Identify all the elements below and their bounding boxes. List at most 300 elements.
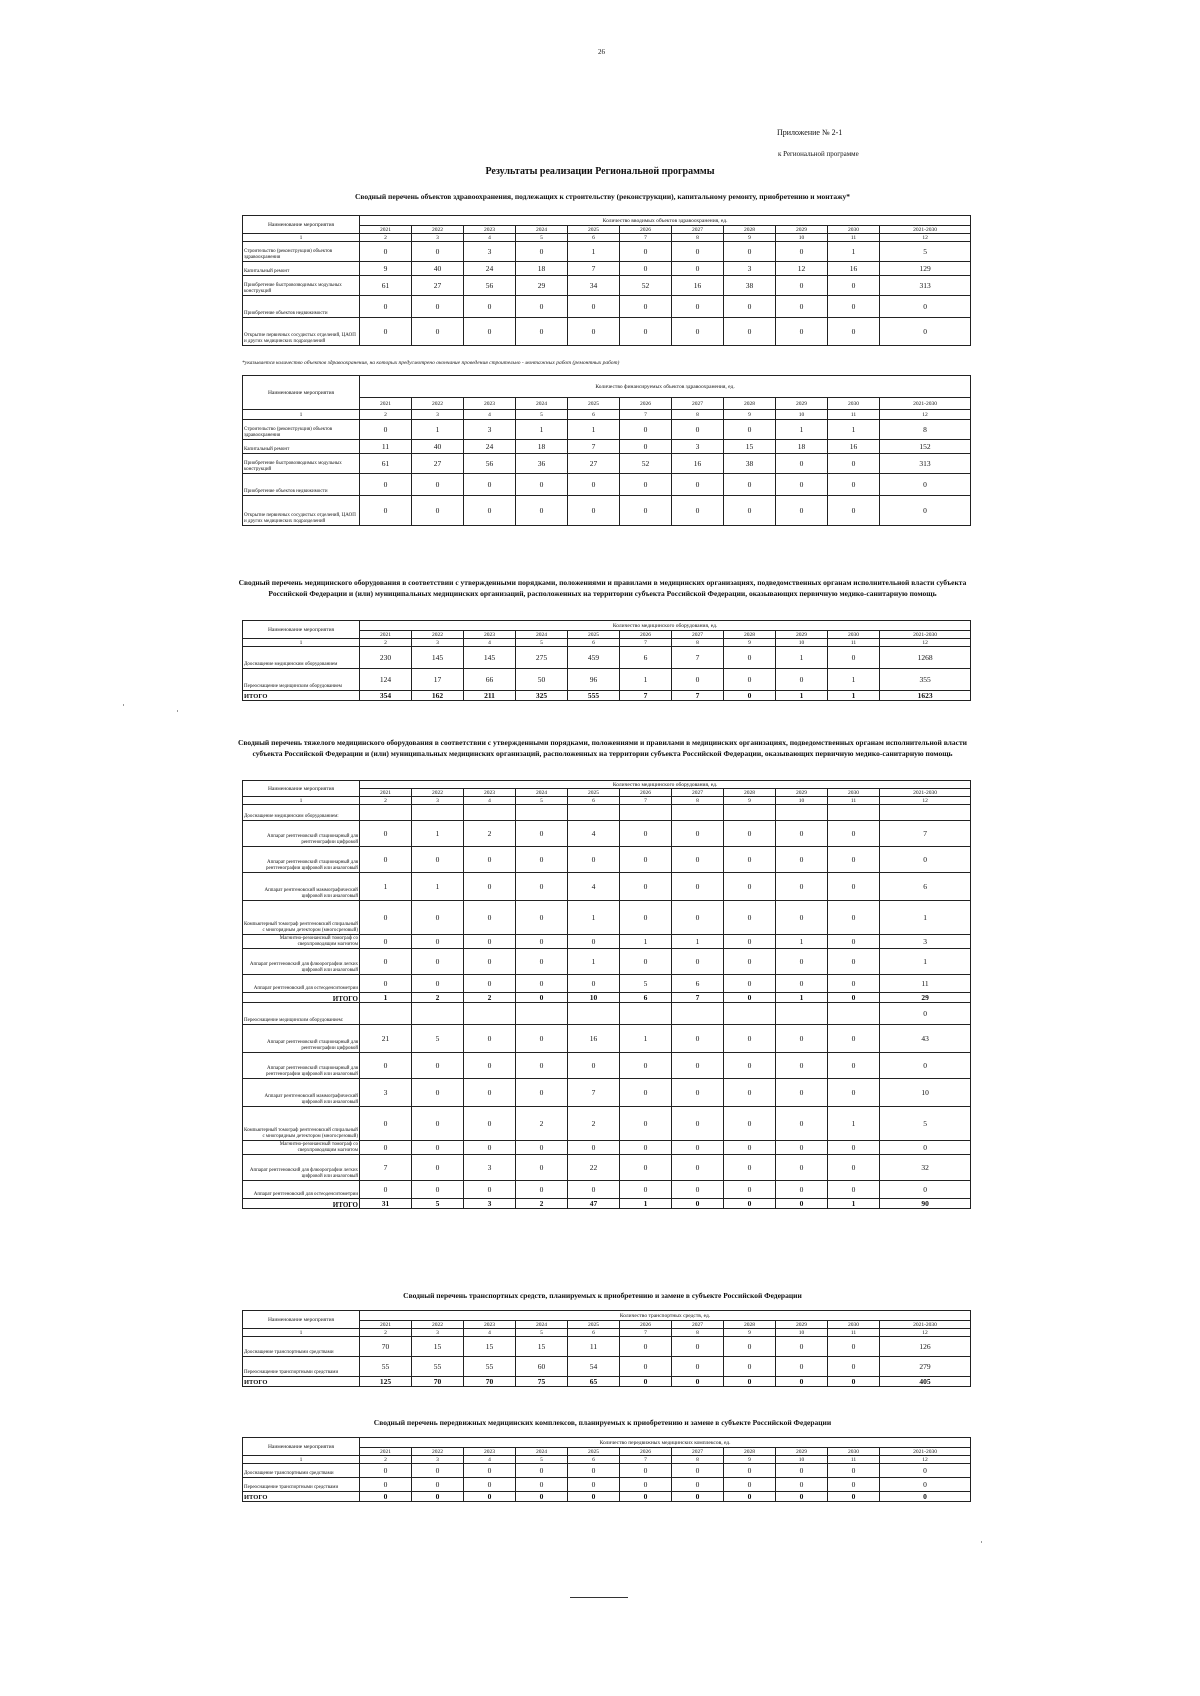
vehicles-table — [242, 1310, 971, 1387]
cell-value: 0 — [412, 1053, 464, 1079]
column-number: 7 — [620, 639, 672, 647]
column-number: 3 — [412, 1456, 464, 1464]
total-row — [243, 993, 971, 1003]
cell-value: 50 — [516, 669, 568, 691]
column-number: 11 — [828, 797, 880, 805]
column-number: 10 — [776, 234, 828, 242]
cell-value: 18 — [776, 440, 828, 454]
empty-cell — [464, 805, 516, 821]
cell-value: 0 — [360, 847, 412, 873]
row-label: Строительство (реконструкция) объектов здравоохранения — [243, 242, 360, 262]
cell-value: 1268 — [880, 647, 971, 669]
cell-value: 1 — [828, 1199, 880, 1209]
cell-value: 0 — [620, 296, 672, 318]
row-label: Приобретение объектов недвижимости — [243, 296, 360, 318]
row-label: ИТОГО — [243, 1377, 360, 1387]
cell-value: 0 — [620, 1478, 672, 1492]
cell-value: 0 — [776, 1025, 828, 1053]
row-label: Строительство (реконструкция) объектов здравоохранения — [243, 420, 360, 440]
scan-speck — [981, 1541, 982, 1543]
column-group-header: Количество медицинского оборудования, ед. — [360, 781, 971, 789]
cell-value: 1 — [620, 669, 672, 691]
cell-value: 0 — [516, 318, 568, 346]
cell-value: 0 — [724, 993, 776, 1003]
empty-cell — [776, 1003, 828, 1025]
year-header: 2021-2030 — [880, 1321, 971, 1329]
cell-value: 5 — [412, 1025, 464, 1053]
cell-value: 0 — [828, 1155, 880, 1181]
cell-value: 3 — [464, 420, 516, 440]
cell-value: 0 — [724, 1377, 776, 1387]
row-label: Магнитно-резонансный томограф со сверхпроводящим магнитом — [243, 1141, 360, 1155]
cell-value: 27 — [412, 454, 464, 474]
column-number: 1 — [243, 1456, 360, 1464]
cell-value: 0 — [880, 296, 971, 318]
cell-value: 4 — [568, 873, 620, 901]
cell-value: 0 — [880, 1492, 971, 1502]
cell-value: 0 — [412, 975, 464, 993]
column-number: 1 — [243, 639, 360, 647]
table-row — [243, 1079, 971, 1107]
year-header: 2028 — [724, 1448, 776, 1456]
column-number: 8 — [672, 410, 724, 420]
cell-value: 0 — [516, 975, 568, 993]
cell-value: 0 — [464, 935, 516, 949]
year-header: 2027 — [672, 1321, 724, 1329]
cell-value: 1623 — [880, 691, 971, 701]
cell-value: 230 — [360, 647, 412, 669]
column-group-header: Количество передвижных медицинских комплексов, ед. — [360, 1438, 971, 1448]
cell-value: 1 — [828, 669, 880, 691]
cell-value: 0 — [620, 847, 672, 873]
cell-value: 22 — [568, 1155, 620, 1181]
cell-value: 0 — [776, 242, 828, 262]
year-header: 2023 — [464, 1321, 516, 1329]
cell-value: 90 — [880, 1199, 971, 1209]
cell-value: 1 — [568, 949, 620, 975]
cell-value: 0 — [724, 1357, 776, 1377]
cell-value: 1 — [776, 993, 828, 1003]
year-header: 2026 — [620, 631, 672, 639]
cell-value: 1 — [620, 935, 672, 949]
cell-value: 0 — [464, 975, 516, 993]
cell-value: 38 — [724, 276, 776, 296]
cell-value: 0 — [412, 901, 464, 935]
cell-value: 0 — [828, 296, 880, 318]
cell-value: 0 — [360, 975, 412, 993]
cell-value: 0 — [516, 1141, 568, 1155]
cell-value: 1 — [360, 993, 412, 1003]
row-label: Аппарат рентгеновский для остеоденситометрии — [243, 1181, 360, 1199]
section3-heading: Сводный перечень тяжелого медицинского оборудования в соответствии с утвержденными порядками, положениями и правилами в медицинских организациях, подведомственных органам исполнительной власти субъекта Российской Федерации и (или) муниципальных медицинских организаций, расположенных на территории субъекта Российской Федерации, оказывающих первичную медико-санитарную помощь — [238, 738, 967, 758]
cell-value: 0 — [724, 949, 776, 975]
cell-value: 0 — [828, 949, 880, 975]
cell-value: 0 — [672, 873, 724, 901]
cell-value: 124 — [360, 669, 412, 691]
cell-value: 7 — [672, 993, 724, 1003]
cell-value: 60 — [516, 1357, 568, 1377]
column-number: 6 — [568, 1329, 620, 1337]
cell-value: 0 — [724, 669, 776, 691]
table-row — [243, 454, 971, 474]
cell-value: 0 — [464, 1181, 516, 1199]
year-header: 2026 — [620, 226, 672, 234]
cell-value: 17 — [412, 669, 464, 691]
cell-value: 16 — [828, 440, 880, 454]
cell-value: 0 — [672, 669, 724, 691]
table-row — [243, 474, 971, 496]
column-number: 4 — [464, 639, 516, 647]
column-header-name: Наименование мероприятия — [243, 376, 360, 410]
cell-value: 0 — [412, 242, 464, 262]
year-header: 2029 — [776, 1321, 828, 1329]
cell-value: 0 — [620, 1141, 672, 1155]
cell-value: 47 — [568, 1199, 620, 1209]
cell-value: 0 — [724, 318, 776, 346]
cell-value: 0 — [672, 420, 724, 440]
cell-value: 0 — [776, 1079, 828, 1107]
table-row — [243, 262, 971, 276]
cell-value: 0 — [412, 318, 464, 346]
table-row — [243, 1141, 971, 1155]
cell-value: 0 — [516, 1478, 568, 1492]
column-number: 11 — [828, 234, 880, 242]
cell-value: 0 — [464, 1107, 516, 1141]
column-number: 8 — [672, 639, 724, 647]
total-row — [243, 691, 971, 701]
cell-value: 0 — [828, 935, 880, 949]
table-row — [243, 1337, 971, 1357]
cell-value: 0 — [672, 1141, 724, 1155]
heavy-equipment-table — [242, 780, 971, 1209]
cell-value: 0 — [828, 1377, 880, 1387]
cell-value: 0 — [464, 949, 516, 975]
cell-value: 56 — [464, 276, 516, 296]
cell-value: 0 — [828, 1079, 880, 1107]
row-label: Дооснащение транспортными средствами — [243, 1337, 360, 1357]
cell-value: 27 — [568, 454, 620, 474]
year-header: 2029 — [776, 631, 828, 639]
cell-value: 0 — [880, 1464, 971, 1478]
closing-line — [570, 1597, 628, 1598]
cell-value: 313 — [880, 454, 971, 474]
cell-value: 55 — [464, 1357, 516, 1377]
year-header: 2029 — [776, 1448, 828, 1456]
year-header: 2028 — [724, 226, 776, 234]
cell-value: 0 — [516, 993, 568, 1003]
column-number: 9 — [724, 1456, 776, 1464]
cell-value: 145 — [412, 647, 464, 669]
column-number: 4 — [464, 1329, 516, 1337]
cell-value: 126 — [880, 1337, 971, 1357]
appendix-number: Приложение № 2-1 — [777, 128, 843, 137]
table-row — [243, 1025, 971, 1053]
cell-value: 405 — [880, 1377, 971, 1387]
empty-cell — [412, 1003, 464, 1025]
cell-value: 0 — [360, 1181, 412, 1199]
cell-value: 0 — [568, 1478, 620, 1492]
cell-value: 0 — [360, 318, 412, 346]
year-header: 2025 — [568, 398, 620, 410]
empty-cell — [620, 805, 672, 821]
cell-value: 0 — [724, 1181, 776, 1199]
empty-cell — [516, 805, 568, 821]
cell-value: 0 — [568, 474, 620, 496]
row-label: Приобретение быстровозводимых модульных конструкций — [243, 276, 360, 296]
appendix-reference: к Региональной программе — [778, 150, 859, 158]
cell-value: 5 — [880, 242, 971, 262]
column-number: 4 — [464, 410, 516, 420]
cell-value: 0 — [516, 847, 568, 873]
row-label: Переоснащение транспортными средствами — [243, 1478, 360, 1492]
year-header: 2025 — [568, 1321, 620, 1329]
column-number: 12 — [880, 639, 971, 647]
column-number: 1 — [243, 1329, 360, 1337]
cell-value: 0 — [724, 1199, 776, 1209]
cell-value: 1 — [880, 949, 971, 975]
column-number: 3 — [412, 234, 464, 242]
year-header: 2023 — [464, 789, 516, 797]
cell-value: 16 — [672, 276, 724, 296]
cell-value: 0 — [724, 1337, 776, 1357]
column-number: 4 — [464, 234, 516, 242]
cell-value: 0 — [776, 1199, 828, 1209]
year-header: 2024 — [516, 789, 568, 797]
cell-value: 0 — [776, 318, 828, 346]
year-header: 2023 — [464, 226, 516, 234]
cell-value: 16 — [828, 262, 880, 276]
cell-value: 0 — [412, 296, 464, 318]
cell-value: 3 — [464, 242, 516, 262]
cell-value: 0 — [724, 975, 776, 993]
cell-value: 0 — [724, 901, 776, 935]
cell-value: 0 — [360, 1053, 412, 1079]
cell-value: 0 — [620, 474, 672, 496]
empty-cell — [620, 1003, 672, 1025]
column-number: 12 — [880, 410, 971, 420]
cell-value: 0 — [516, 935, 568, 949]
year-header: 2022 — [412, 631, 464, 639]
cell-value: 0 — [568, 847, 620, 873]
year-header: 2021-2030 — [880, 789, 971, 797]
cell-value: 1 — [568, 420, 620, 440]
column-number: 11 — [828, 639, 880, 647]
column-header-name: Наименование мероприятия — [243, 621, 360, 639]
year-header: 2024 — [516, 1321, 568, 1329]
year-header: 2021-2030 — [880, 631, 971, 639]
cell-value: 0 — [360, 296, 412, 318]
cell-value: 0 — [828, 1464, 880, 1478]
mobile-complexes-table — [242, 1437, 971, 1502]
cell-value: 0 — [776, 1377, 828, 1387]
column-number: 7 — [620, 797, 672, 805]
cell-value: 1 — [828, 420, 880, 440]
cell-value: 0 — [776, 1053, 828, 1079]
cell-value: 0 — [464, 901, 516, 935]
row-label: Аппарат рентгеновский для флюорографии легких цифровой или аналоговый — [243, 949, 360, 975]
cell-value: 5 — [412, 1199, 464, 1209]
cell-value: 2 — [412, 993, 464, 1003]
cell-value: 0 — [568, 1053, 620, 1079]
empty-cell — [360, 805, 412, 821]
column-header-name: Наименование мероприятия — [243, 1311, 360, 1329]
column-number: 9 — [724, 234, 776, 242]
cell-value: 0 — [776, 1492, 828, 1502]
cell-value: 0 — [776, 1337, 828, 1357]
cell-value: 2 — [464, 821, 516, 847]
cell-value: 0 — [776, 847, 828, 873]
cell-value: 0 — [620, 1357, 672, 1377]
row-label: Открытие первичных сосудистых отделений, ЦАОП и других медицинских подразделений — [243, 496, 360, 526]
cell-value: 0 — [412, 935, 464, 949]
row-label: Дооснащение транспортными средствами — [243, 1464, 360, 1478]
cell-value: 0 — [516, 901, 568, 935]
cell-value: 0 — [620, 949, 672, 975]
column-number: 10 — [776, 410, 828, 420]
cell-value: 0 — [776, 821, 828, 847]
empty-cell — [568, 805, 620, 821]
column-number: 5 — [516, 1456, 568, 1464]
column-number: 11 — [828, 1456, 880, 1464]
table-row — [243, 420, 971, 440]
cell-value: 0 — [360, 420, 412, 440]
cell-value: 0 — [828, 1181, 880, 1199]
cell-value: 0 — [620, 1181, 672, 1199]
cell-value: 15 — [464, 1337, 516, 1357]
cell-value: 0 — [880, 1053, 971, 1079]
scan-speck — [177, 710, 178, 712]
year-header: 2022 — [412, 1448, 464, 1456]
cell-value: 38 — [724, 454, 776, 474]
cell-value: 0 — [516, 873, 568, 901]
cell-value: 0 — [880, 1003, 971, 1025]
cell-value: 1 — [620, 1199, 672, 1209]
cell-value: 0 — [672, 1107, 724, 1141]
section1-heading: Сводный перечень объектов здравоохранения, подлежащих к строительству (реконструкции), капитальному ремонту, приобретению и монтажу* — [354, 192, 851, 201]
row-label: Аппарат рентгеновский для остеоденситометрии — [243, 975, 360, 993]
cell-value: 0 — [776, 1478, 828, 1492]
cell-value: 7 — [672, 647, 724, 669]
cell-value: 0 — [516, 474, 568, 496]
year-header: 2028 — [724, 1321, 776, 1329]
cell-value: 0 — [880, 474, 971, 496]
year-header: 2021-2030 — [880, 1448, 971, 1456]
cell-value: 55 — [412, 1357, 464, 1377]
cell-value: 0 — [412, 1141, 464, 1155]
cell-value: 1 — [412, 873, 464, 901]
cell-value: 0 — [412, 1107, 464, 1141]
cell-value: 0 — [464, 496, 516, 526]
cell-value: 0 — [620, 901, 672, 935]
year-header: 2027 — [672, 398, 724, 410]
subsection-row — [243, 805, 971, 821]
cell-value: 0 — [776, 1357, 828, 1377]
cell-value: 0 — [880, 1141, 971, 1155]
cell-value: 29 — [880, 993, 971, 1003]
row-label: ИТОГО — [243, 1492, 360, 1502]
empty-cell — [464, 1003, 516, 1025]
cell-value: 0 — [360, 1492, 412, 1502]
total-row — [243, 1199, 971, 1209]
section4-heading: Сводный перечень транспортных средств, планируемых к приобретению и замене в субъекте Российской Федерации — [403, 1291, 802, 1300]
facilities-footnote: *указывается количество объектов здравоохранения, на которых предусмотрено окончание проведения строительно - монтажных работ (ремонтных работ) — [242, 360, 620, 366]
column-number: 10 — [776, 797, 828, 805]
cell-value: 354 — [360, 691, 412, 701]
cell-value: 0 — [412, 1492, 464, 1502]
cell-value: 0 — [828, 454, 880, 474]
cell-value: 0 — [776, 474, 828, 496]
row-label: ИТОГО — [243, 1199, 360, 1209]
year-header: 2027 — [672, 226, 724, 234]
cell-value: 24 — [464, 262, 516, 276]
cell-value: 0 — [724, 242, 776, 262]
cell-value: 0 — [828, 1141, 880, 1155]
cell-value: 0 — [724, 1053, 776, 1079]
cell-value: 0 — [724, 496, 776, 526]
cell-value: 1 — [880, 901, 971, 935]
cell-value: 0 — [516, 821, 568, 847]
cell-value: 1 — [516, 420, 568, 440]
cell-value: 0 — [724, 296, 776, 318]
cell-value: 0 — [568, 1141, 620, 1155]
column-number: 6 — [568, 410, 620, 420]
section5-heading: Сводный перечень передвижных медицинских комплексов, планируемых к приобретению и замене в субъекте Российской Федерации — [373, 1418, 832, 1427]
cell-value: 3 — [724, 262, 776, 276]
row-label: ИТОГО — [243, 993, 360, 1003]
year-header: 2024 — [516, 398, 568, 410]
year-header: 2025 — [568, 631, 620, 639]
cell-value: 0 — [620, 420, 672, 440]
cell-value: 0 — [724, 691, 776, 701]
cell-value: 24 — [464, 440, 516, 454]
cell-value: 0 — [360, 496, 412, 526]
cell-value: 1 — [568, 242, 620, 262]
cell-value: 15 — [412, 1337, 464, 1357]
column-number: 5 — [516, 797, 568, 805]
cell-value: 145 — [464, 647, 516, 669]
year-header: 2026 — [620, 398, 672, 410]
cell-value: 75 — [516, 1377, 568, 1387]
cell-value: 18 — [516, 440, 568, 454]
cell-value: 0 — [724, 821, 776, 847]
column-number: 3 — [412, 797, 464, 805]
column-number: 7 — [620, 1329, 672, 1337]
cell-value: 1 — [412, 420, 464, 440]
cell-value: 15 — [516, 1337, 568, 1357]
table-row — [243, 901, 971, 935]
cell-value: 6 — [880, 873, 971, 901]
cell-value: 0 — [672, 821, 724, 847]
cell-value: 31 — [360, 1199, 412, 1209]
cell-value: 2 — [516, 1199, 568, 1209]
cell-value: 0 — [620, 1053, 672, 1079]
empty-cell — [360, 1003, 412, 1025]
table-row — [243, 669, 971, 691]
cell-value: 0 — [776, 669, 828, 691]
cell-value: 0 — [620, 1492, 672, 1502]
cell-value: 0 — [672, 1337, 724, 1357]
cell-value: 162 — [412, 691, 464, 701]
cell-value: 459 — [568, 647, 620, 669]
column-number: 2 — [360, 410, 412, 420]
column-group-header: Количество вводимых объектов здравоохранения, ед. — [360, 216, 971, 226]
cell-value: 0 — [776, 296, 828, 318]
cell-value: 0 — [516, 1155, 568, 1181]
cell-value: 0 — [620, 1377, 672, 1387]
cell-value: 0 — [568, 318, 620, 346]
cell-value: 0 — [828, 1337, 880, 1357]
cell-value: 0 — [776, 1155, 828, 1181]
